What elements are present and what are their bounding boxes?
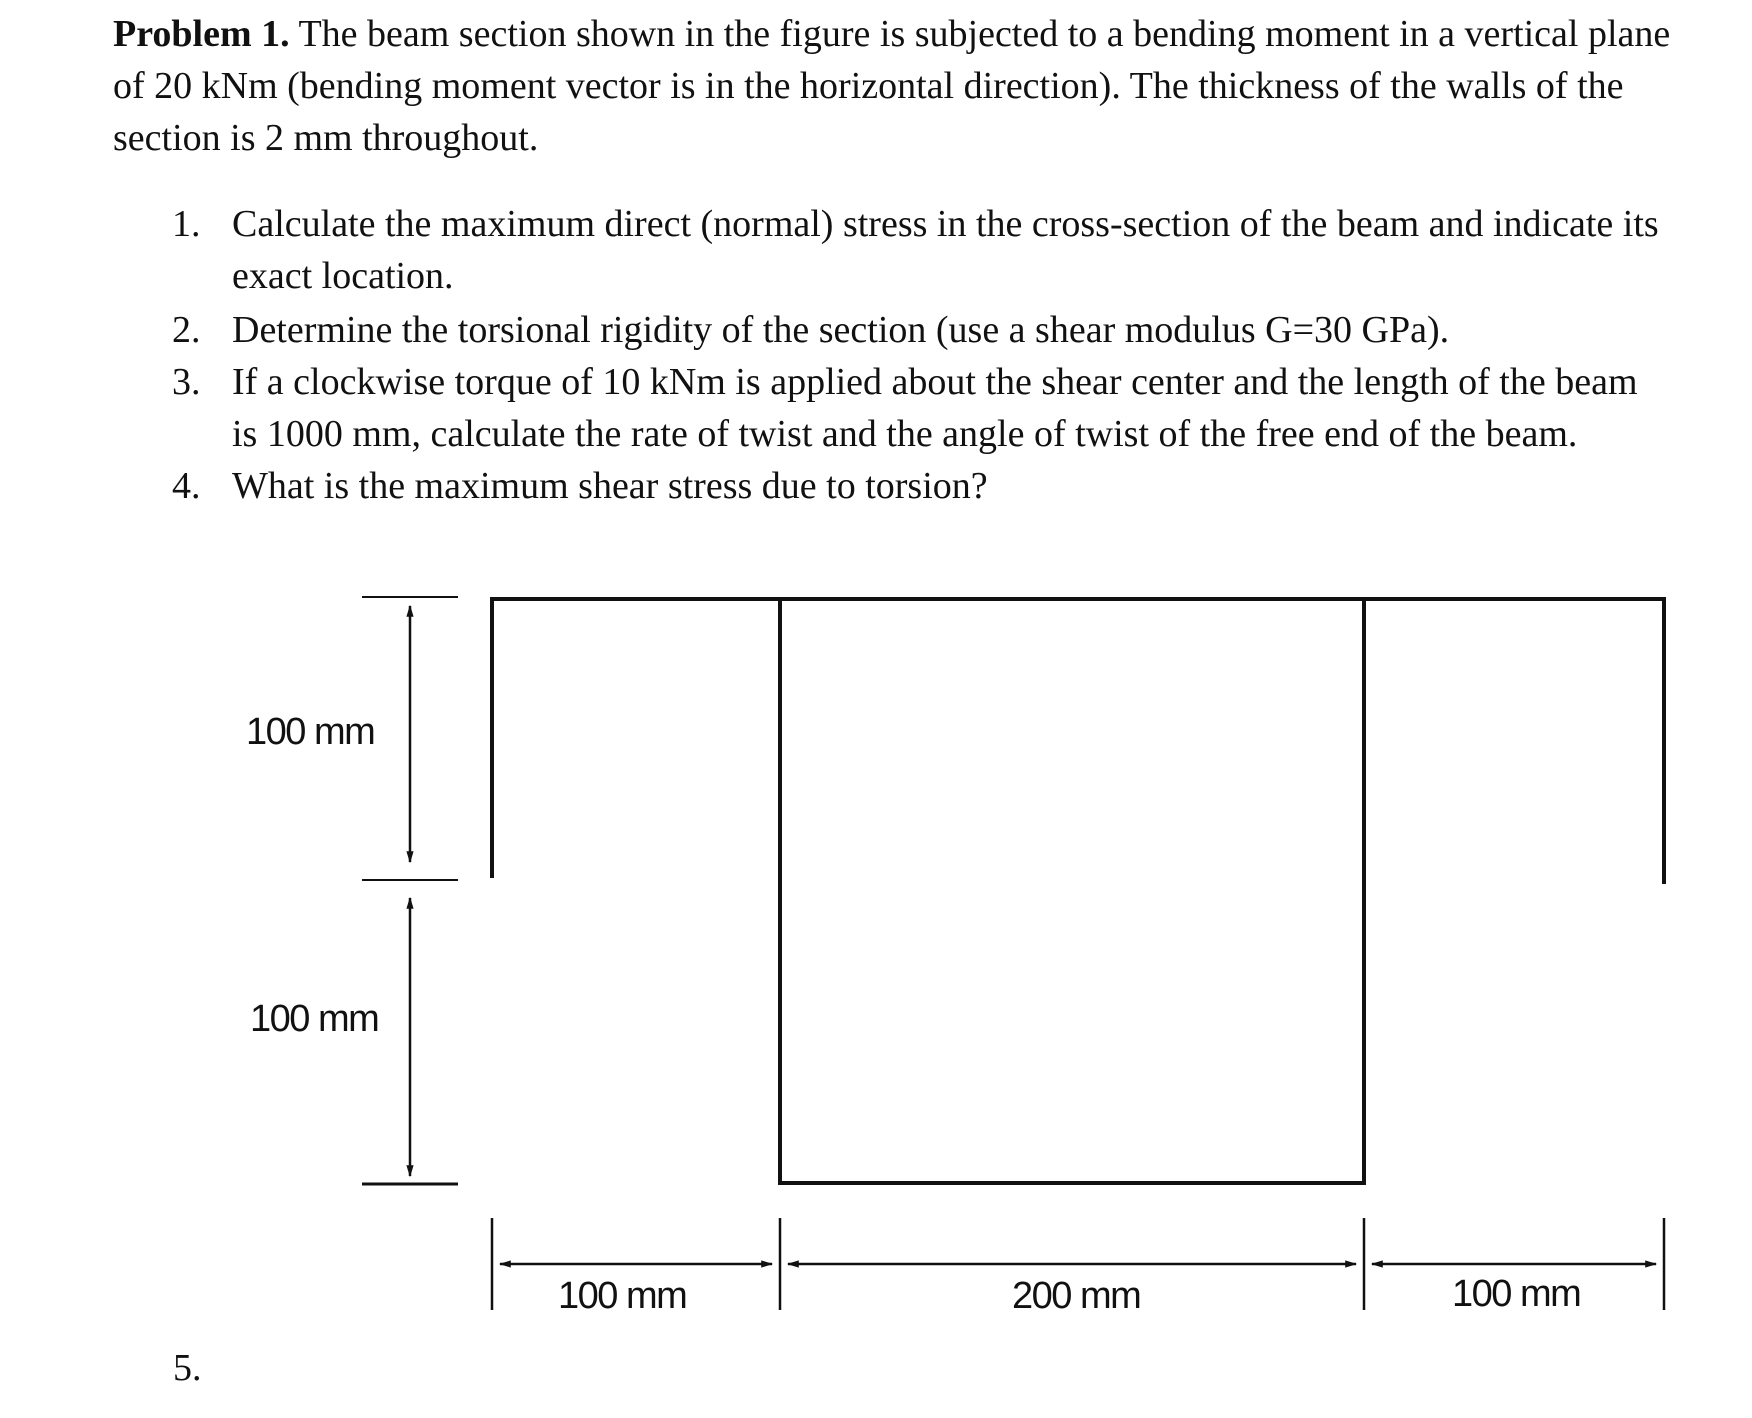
- question-text: If a clockwise torque of 10 kNm is applied about the shear center and the length of the beam is 1000 mm, calculate the rate of twist and the angle of twist of the free end of the beam.: [232, 361, 1638, 455]
- question-text: Determine the torsional rigidity of the section (use a shear modulus G=30 GPa).: [232, 309, 1450, 351]
- box-section: [780, 599, 1364, 1183]
- question-number: 2.: [172, 309, 201, 351]
- question-text: What is the maximum shear stress due to torsion?: [232, 465, 988, 507]
- question-number: 1.: [172, 203, 201, 245]
- vertical-dimension: [362, 597, 458, 1184]
- question-number: 3.: [172, 361, 201, 403]
- left-flange: [492, 599, 780, 878]
- question-number: 4.: [172, 465, 201, 507]
- question-text: Calculate the maximum direct (normal) stress in the cross-section of the beam and indicate its exact location.: [232, 203, 1659, 297]
- right-flange: [1364, 599, 1664, 884]
- beam-section-outline: [492, 599, 1664, 1183]
- dim-label-vertical-lower: 100 mm: [250, 998, 379, 1040]
- dim-label-horizontal-right: 100 mm: [1452, 1273, 1581, 1315]
- problem-heading: Problem 1.: [113, 13, 290, 55]
- question-number-5: 5.: [173, 1347, 202, 1389]
- dim-label-horizontal-left: 100 mm: [558, 1275, 687, 1317]
- dim-label-horizontal-middle: 200 mm: [1012, 1275, 1141, 1317]
- problem-statement: The beam section shown in the figure is subjected to a bending moment in a vertical plane of 20 kNm (bending moment vector is in the horizontal direction). The thickness of the walls of the section is 2 mm throughout.: [113, 13, 1671, 159]
- dim-label-vertical-upper: 100 mm: [246, 711, 375, 753]
